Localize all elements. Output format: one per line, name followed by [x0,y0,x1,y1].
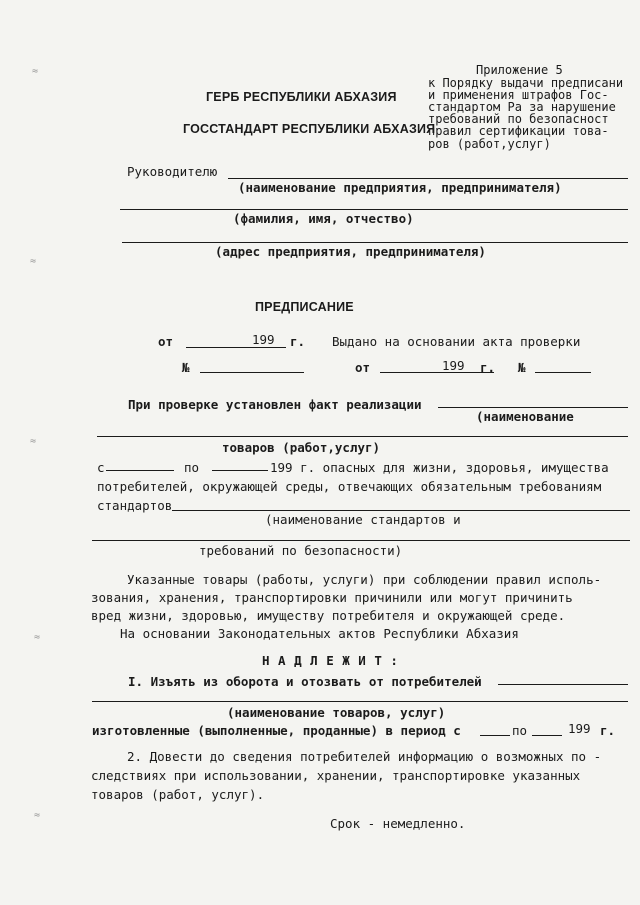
scan-mark: ≈ [30,256,37,267]
standards-label: стандартов [97,498,173,513]
goods-line [97,436,628,437]
paragraph-line: Указанные товары (работы, услуги) при соблюдении правил исполь- [127,572,602,587]
deadline: Срок - немедленно. [330,816,466,831]
date-line [186,347,286,348]
name-line [120,209,628,210]
scan-mark: ≈ [32,66,39,77]
appendix-line: стандартом Ра за нарушение [428,100,616,114]
scan-mark: ≈ [34,632,41,643]
goods-caption: товаров (работ,услуг) [222,440,381,455]
requirements-caption: требований по безопасности) [199,543,403,558]
finding-text: При проверке установлен факт реализации [128,397,422,412]
item1-to: по [512,723,528,738]
item1-to-line [532,735,562,736]
laws-basis: На основании Законодательных актов Республики Абхазия [120,626,519,641]
item1-from-line [480,735,510,736]
finding-caption: (наименование [476,409,574,424]
address-caption: (адрес предприятия, предпринимателя) [215,244,486,259]
period-from: с [97,460,105,475]
header-organization: ГОССТАНДАРТ РЕСПУБЛИКИ АБХАЗИЯ [183,122,436,136]
item1-line [498,684,628,685]
scan-mark: ≈ [30,436,37,447]
paragraph-line: вред жизни, здоровью, имуществу потребителя и окружающей среде. [91,608,566,623]
standards-caption: (наименование стандартов и [265,512,461,527]
item1-text: I. Изъять из оборота и отозвать от потребителей [128,674,482,689]
act-number-sign: № [182,360,190,375]
addressee-label: Руководителю [127,164,218,179]
standards-line [172,510,630,511]
appendix-line: к Порядку выдачи предписани [428,76,624,90]
issued-g: г. [290,334,306,349]
appendix-title: Приложение 5 [476,63,563,77]
item1-goods-line [92,701,628,702]
act-number-line-2 [535,372,591,373]
appendix-line: требований по безопасност [428,112,609,126]
period-to: по [184,460,200,475]
act-from: от [355,360,371,375]
issued-year: 199 [252,332,275,347]
period-from-line [106,470,174,471]
name-caption: (фамилия, имя, отчество) [233,211,414,226]
finding-line-3: потребителей, окружающей среды, отвечающих обязательным требованиям [97,479,602,494]
act-year: 199 [442,358,465,373]
item2-line: следствиях при использовании, хранении, транспортировке указанных [91,768,581,783]
header-emblem: ГЕРБ РЕСПУБЛИКИ АБХАЗИЯ [206,90,397,104]
appendix-line: и применения штрафов Гос- [428,88,609,102]
appendix-line: правил сертификации това- [428,124,609,138]
act-number-line [200,372,304,373]
act-g: г. [480,360,496,375]
item1-g: г. [600,723,616,738]
address-line [122,242,628,243]
act-number-sign-2: № [518,360,526,375]
addressee-line [228,178,628,179]
finding-line [438,407,628,408]
paragraph-line: зования, хранения, транспортировки причинили или могут причинить [91,590,573,605]
addressee-caption: (наименование предприятия, предпринимателя) [238,180,562,195]
must-heading: Н А Д Л Е Ж И Т : [262,653,399,668]
item2-line: товаров (работ, услуг). [91,787,265,802]
item1-period: изготовленные (выполненные, проданные) в период с [92,723,461,738]
issued-basis: Выдано на основании акта проверки [332,334,581,349]
requirements-line [92,540,630,541]
item1-year: 199 [568,721,591,736]
item1-caption: (наименование товаров, услуг) [227,705,446,720]
period-text: 199 г. опасных для жизни, здоровья, имущества [270,460,609,475]
period-to-line [212,470,268,471]
document-title: ПРЕДПИСАНИЕ [255,300,354,314]
issued-from: от [158,334,174,349]
item2-line: 2. Довести до сведения потребителей информацию о возможных по - [127,749,602,764]
act-date-line [380,372,494,373]
appendix-line: ров (работ,услуг) [428,137,551,151]
scan-mark: ≈ [34,810,41,821]
